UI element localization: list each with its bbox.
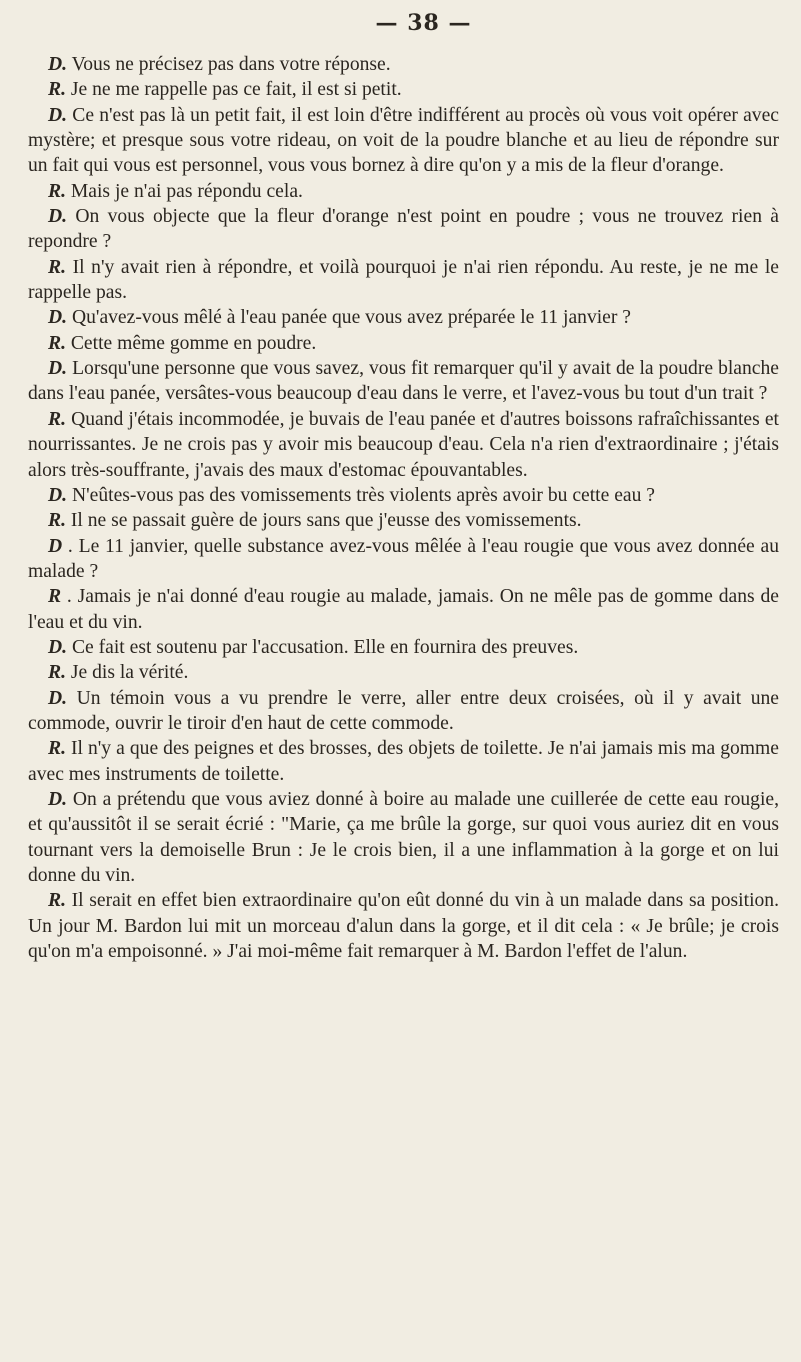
speaker-label: R.: [48, 662, 66, 684]
dialogue-paragraph: [28, 204, 779, 255]
speaker-label: R.: [48, 256, 66, 278]
speaker-label: D.: [48, 687, 68, 709]
speaker-label: D.: [48, 358, 68, 380]
paragraph-text: Vous ne précisez pas dans votre réponse.: [67, 54, 391, 75]
speaker-label: D.: [48, 788, 68, 810]
dialogue-paragraph: [28, 407, 779, 483]
dialogue-paragraph: [28, 534, 779, 585]
paragraph-text: N'eûtes-vous pas des vomissements très violents après avoir bu cette eau ?: [67, 484, 655, 506]
speaker-label: R.: [48, 890, 66, 912]
dialogue-paragraph: [28, 584, 779, 635]
speaker-label: D.: [48, 54, 68, 75]
paragraph-text: . Le 11 janvier, quelle substance avez-vous mêlée à l'eau rougie que vous avez donnée au malade ?: [28, 535, 779, 582]
dialogue-paragraph: [28, 483, 779, 508]
dialogue-paragraph: [28, 52, 779, 77]
paragraph-text: Il n'y avait rien à répondre, et voilà pourquoi je n'ai rien répondu. Au reste, je ne me le rappelle pas.: [28, 256, 779, 304]
paragraph-text: Je dis la vérité.: [65, 662, 189, 684]
speaker-label: R.: [48, 510, 66, 532]
speaker-label: R.: [48, 79, 66, 101]
paragraph-text: . Jamais je n'ai donné d'eau rougie au malade, jamais. On ne mêle pas de gomme dans de l'eau et du vin.: [28, 586, 779, 633]
paragraph-text: Quand j'étais incommodée, je buvais de l'eau panée et d'autres boissons rafraîchissantes et nourrissantes. Je ne crois pas y avoir mis beaucoup d'eau. Cela n'a rien d'extraordinaire ; j'étais alors très-souffrante, j'avais des maux d'estomac épouvantables.: [28, 408, 779, 481]
paragraph-text: Ce n'est pas là un petit fait, il est loin d'être indifférent au procès où vous voit opérer avec mystère; et presque sous votre rideau, on voit de la poudre blanche et au lieu de répondre sur un fait qui vous est personnel, vous vous bornez à dire qu'on y a mis de la fleur d'orange.: [28, 104, 779, 177]
dialogue-paragraph: [28, 888, 779, 964]
dialogue-paragraph: [28, 736, 779, 787]
speaker-label: R.: [48, 408, 66, 430]
paragraph-text: Mais je n'ai pas répondu cela.: [65, 180, 303, 202]
page-number: — 38 —: [375, 10, 472, 36]
paragraph-text: Lorsqu'une personne que vous savez, vous fit remarquer qu'il y avait de la poudre blanche dans l'eau panée, versâtes-vous beaucoup d'eau dans le verre, et l'avez-vous bu tout d'un trait ?: [28, 358, 779, 405]
dialogue-paragraph: [28, 331, 779, 356]
paragraph-text: Un témoin vous a vu prendre le verre, aller entre deux croisées, où il y avait une commode, ouvrir le tiroir d'en haut de cette commode.: [28, 687, 779, 734]
speaker-label: R.: [48, 332, 66, 354]
speaker-label: R.: [48, 738, 66, 760]
speaker-label: D.: [48, 104, 68, 126]
speaker-label: D.: [48, 484, 68, 506]
speaker-label: D: [48, 535, 63, 557]
dialogue-paragraph: [28, 635, 779, 660]
speaker-label: R.: [48, 180, 66, 202]
paragraph-text: Il serait en effet bien extraordinaire qu'on eût donné du vin à un malade dans sa position. Un jour M. Bardon lui mit un morceau d'alun dans la gorge, et il dit cela : « Je brûle; je crois qu'on m'a empoisonné. » J'ai moi-même fait remarquer à M. Bardon l'effet de l'alun.: [28, 890, 779, 963]
speaker-label: R: [48, 586, 62, 608]
dialogue-paragraph: [28, 255, 779, 306]
dialogue-paragraph: [28, 686, 779, 737]
speaker-label: D.: [48, 206, 68, 228]
paragraph-text: Cette même gomme en poudre.: [65, 332, 317, 354]
dialogue-paragraph: [28, 77, 779, 102]
paragraph-text: On a prétendu que vous aviez donné à boire au malade une cuillerée de cette eau rougie, et qu'aussitôt il se serait écrié : "Marie, ça me brûle la gorge, sur quoi vous auriez dit en vous tournant vers la demoiselle Brun : Je le crois bien, il a une inflammation à la gorge et on lui donne du vin.: [28, 788, 779, 886]
speaker-label: D.: [48, 307, 68, 329]
dialogue-paragraph: [28, 305, 779, 330]
dialogue-paragraph: [28, 179, 779, 204]
paragraph-text: Il n'y a que des peignes et des brosses, des objets de toilette. Je n'ai jamais mis ma gomme avec mes instruments de toilette.: [28, 738, 779, 785]
dialogue-paragraph: [28, 787, 779, 888]
speaker-label: D.: [48, 636, 68, 658]
dialogue-paragraph: [28, 508, 779, 533]
paragraph-text: Il ne se passait guère de jours sans que j'eusse des vomissements.: [65, 510, 582, 532]
paragraph-text: Ce fait est soutenu par l'accusation. Elle en fournira des preuves.: [67, 636, 579, 658]
interrogation-transcript: [28, 52, 779, 964]
paragraph-text: Qu'avez-vous mêlé à l'eau panée que vous avez préparée le 11 janvier ?: [67, 307, 631, 329]
dialogue-paragraph: [28, 356, 779, 407]
paragraph-text: On vous objecte que la fleur d'orange n'est point en poudre ; vous ne trouvez rien à repondre ?: [28, 206, 779, 253]
dialogue-paragraph: [28, 103, 779, 179]
paragraph-text: Je ne me rappelle pas ce fait, il est si petit.: [65, 79, 402, 101]
dialogue-paragraph: [28, 660, 779, 685]
